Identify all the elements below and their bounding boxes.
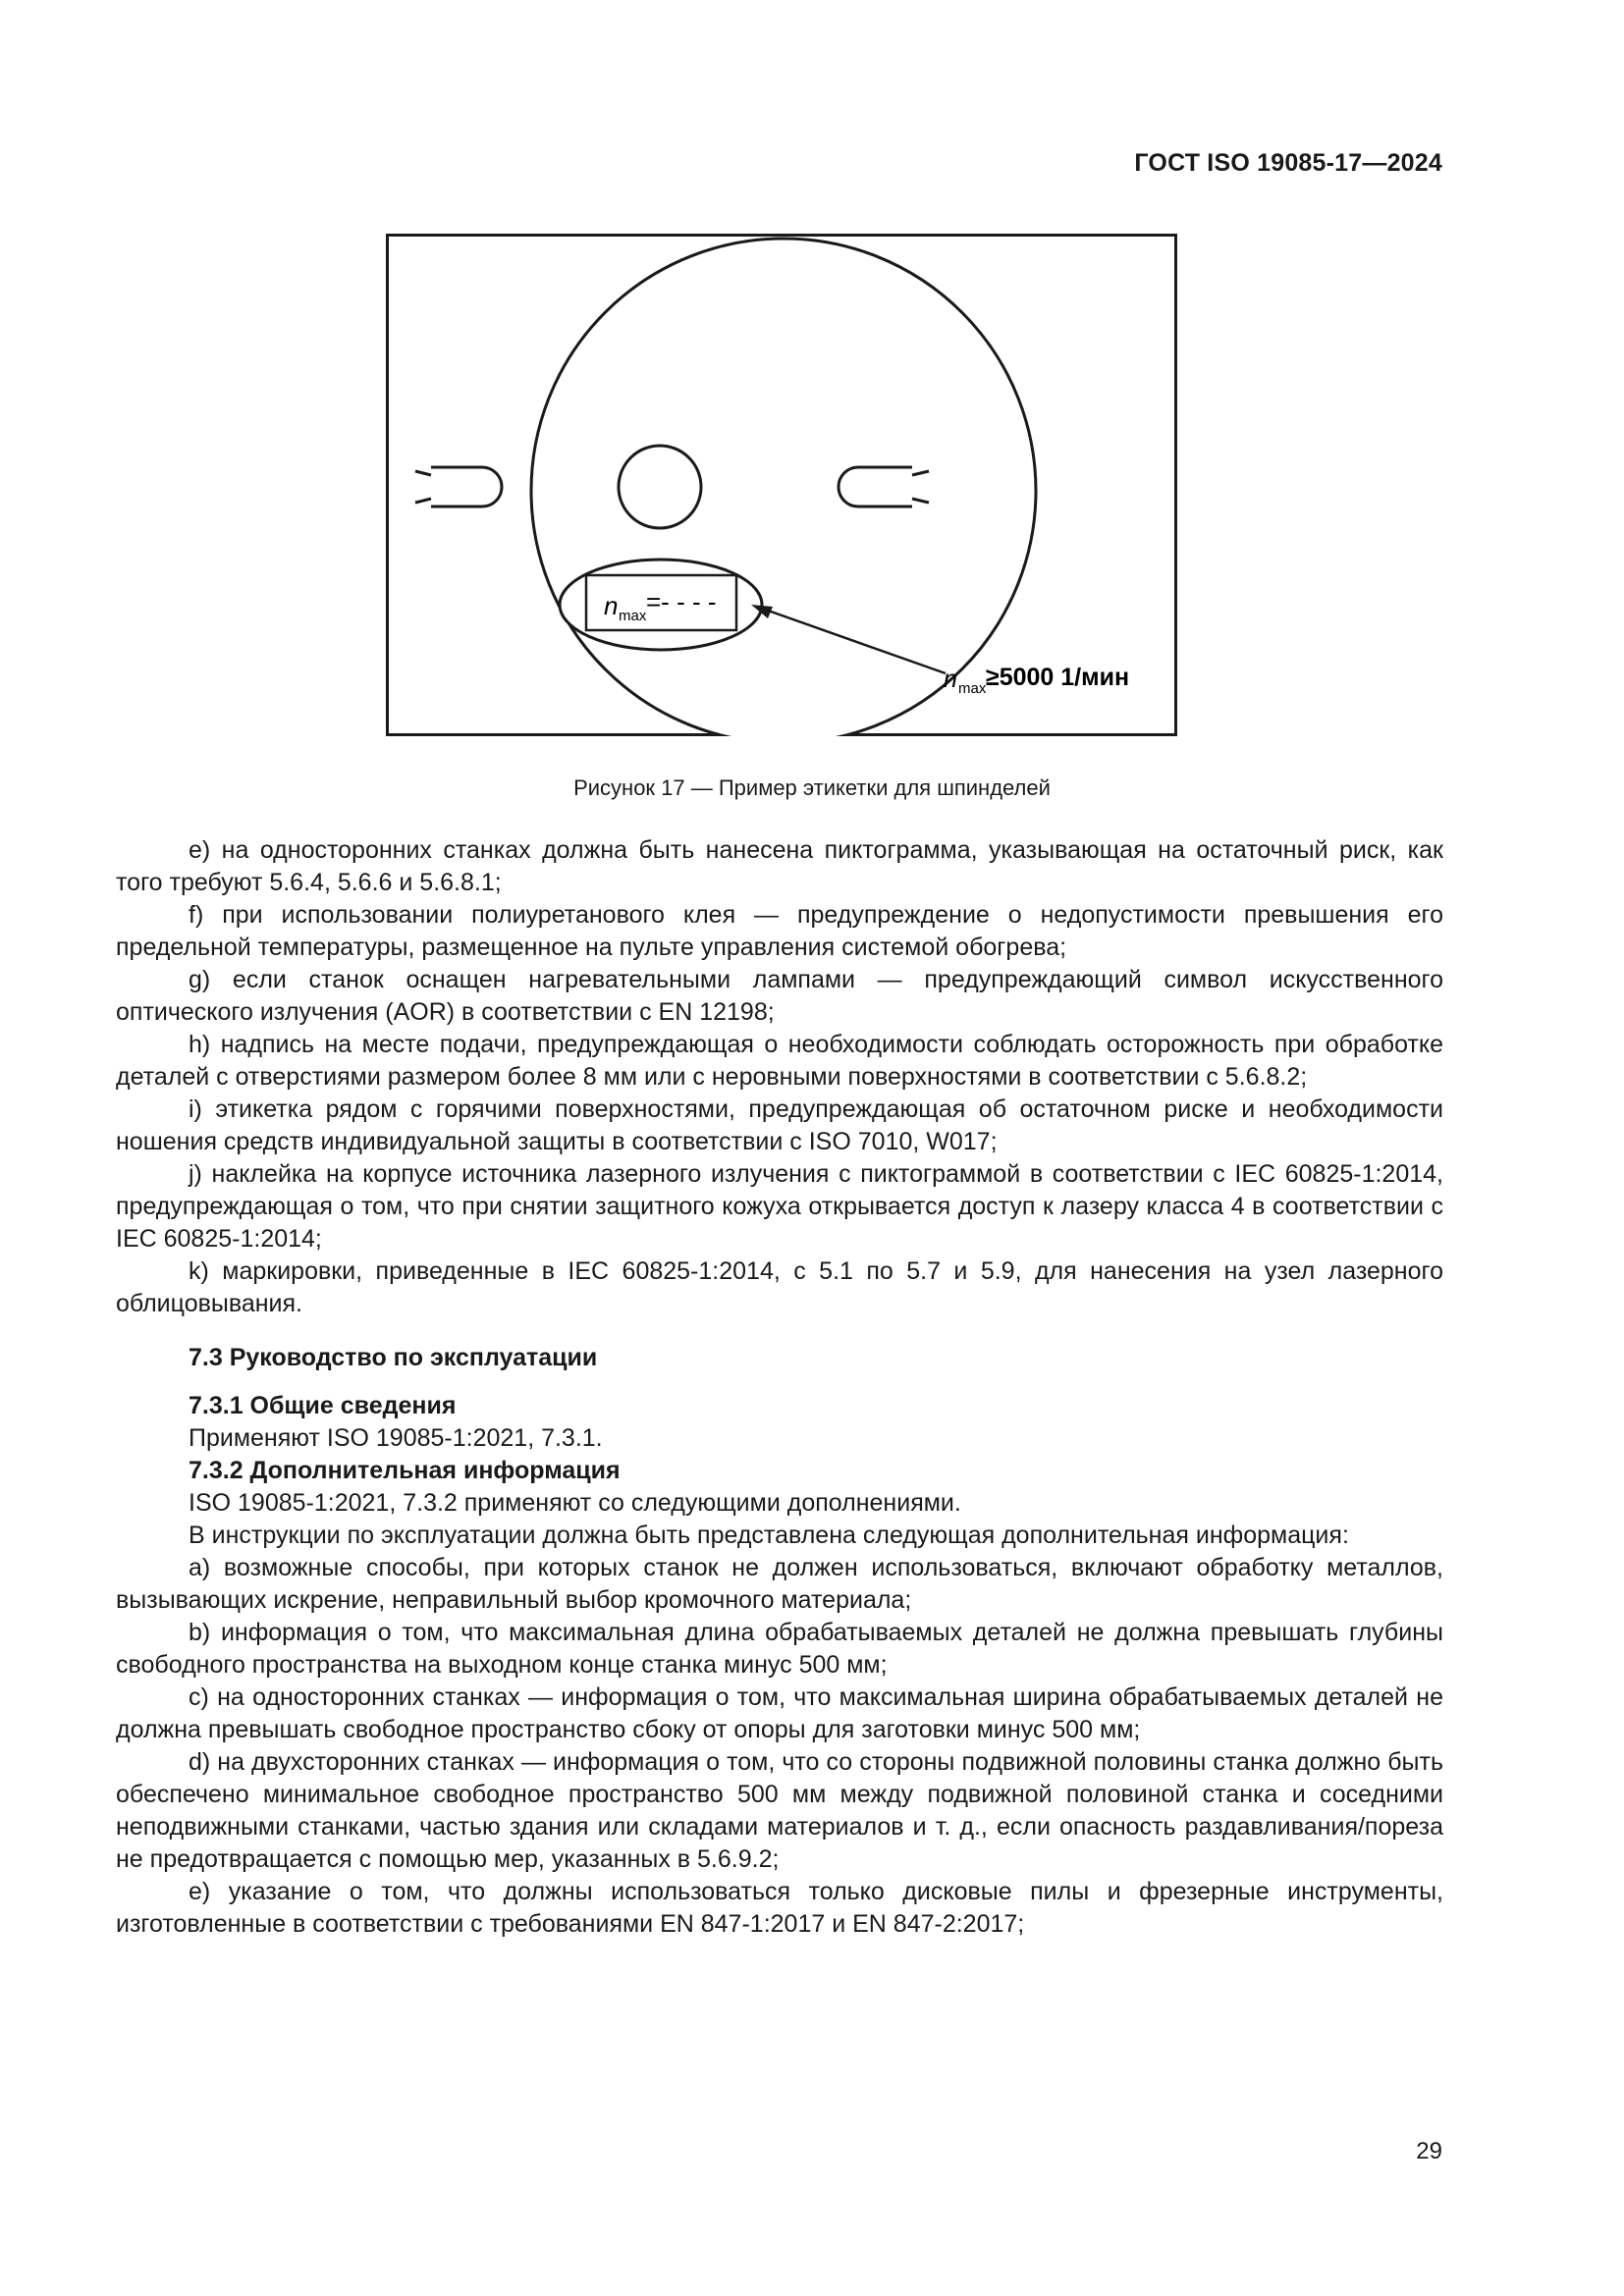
document-body [116,834,1443,1941]
list-item: j) наклейка на корпусе источника лазерного излучения с пиктограммой в соответствии с IEC 60825-1:2014, предупреждающая о том, что при снятии защитного кожуха открывается доступ к лазеру класса 4 в соответствии с IEC 60825-1:2014; [116,1160,1443,1253]
label-value-placeholder: =- - - - [646,587,717,616]
figure-spindle-label [386,234,1177,736]
left-slot [431,467,502,507]
section-heading-7-3: 7.3 Руководство по эксплуатации [189,1344,598,1371]
right-slot [839,467,912,507]
list-item: e) указание о том, что должны использоваться только дисковые пилы и фрезерные инструменты, изготовленные в соответствии с требованиями EN 847-1:2017 и EN 847-2:2017; [116,1878,1443,1938]
list-item: e) на односторонних станках должна быть нанесена пиктограмма, указывающая на остаточный риск, как того требуют 5.6.4, 5.6.6 и 5.6.8.1; [116,836,1443,896]
figure-caption: Рисунок 17 — Пример этикетки для шпинделей [573,775,1051,800]
list-item: a) возможные способы, при которых станок не должен использоваться, включают обработку металлов, вызывающих искрение, неправильный выбор кромочного материала; [116,1554,1443,1614]
list-item: c) на односторонних станках — информация о том, что максимальная ширина обрабатываемых деталей не должна превышать свободное пространство сбоку от опоры для заготовки минус 500 мм; [116,1683,1443,1743]
paragraph: ISO 19085-1:2021, 7.3.2 применяют со следующими дополнениями. [189,1489,961,1517]
spindle-disc [531,239,1036,736]
spindle-label-diagram [386,234,1177,736]
callout-n-symbol: n [944,666,957,693]
paragraph: Применяют ISO 19085-1:2021, 7.3.1. [189,1424,603,1452]
list-item: b) информация о том, что максимальная длина обрабатываемых деталей не должна превышать глубины свободного пространства на выходном конце станка минус 500 мм; [116,1619,1443,1679]
paragraph: В инструкции по эксплуатации должна быть представлена следующая дополнительная информация: [189,1522,1349,1549]
list-item: d) на двухсторонних станках — информация о том, что со стороны подвижной половины станка должно быть обеспечено минимальное свободное пространство 500 мм между подвижной половиной станка и соседними неподвижными станками, частью здания или складами материалов и т. д., если опасность раздавливания/пореза не предотвращается с помощью мер, указанных в 5.6.9.2; [116,1748,1443,1873]
label-n-symbol: n [604,591,619,620]
list-item: g) если станок оснащен нагревательными лампами — предупреждающий символ искусственного оптического излучения (AOR) в соответствии с EN 12198; [116,966,1443,1026]
list-item: k) маркировки, приведенные в IEC 60825-1:2014, с 5.1 по 5.7 и 5.9, для нанесения на узел лазерного облицовывания. [116,1257,1443,1317]
document-code-header: ГОСТ ISO 19085-17—2024 [1134,149,1442,177]
list-item: i) этикетка рядом с горячими поверхностями, предупреждающая об остаточном риске и необходимости ношения средств индивидуальной защиты в соответствии с ISO 7010, W017; [116,1095,1443,1155]
subsection-heading-7-3-2: 7.3.2 Дополнительная информация [189,1457,621,1484]
subsection-heading-7-3-1: 7.3.1 Общие сведения [189,1392,457,1419]
center-bore-circle [619,446,701,528]
list-item: h) надпись на месте подачи, предупреждающая о необходимости соблюдать осторожность при обработке деталей с отверстиями размером более 8 мм или с неровными поверхностями в соответствии с 5.6.8.2; [116,1031,1443,1091]
page-number: 29 [1416,2138,1442,2164]
callout-max-subscript: max [958,680,987,697]
label-max-subscript: max [619,608,647,624]
callout-value: ≥5000 1/мин [986,664,1130,691]
list-item: f) при использовании полиуретанового клея — предупреждение о недопустимости превышения его предельной температуры, размещенное на пульте управления системой обогрева; [116,901,1443,961]
